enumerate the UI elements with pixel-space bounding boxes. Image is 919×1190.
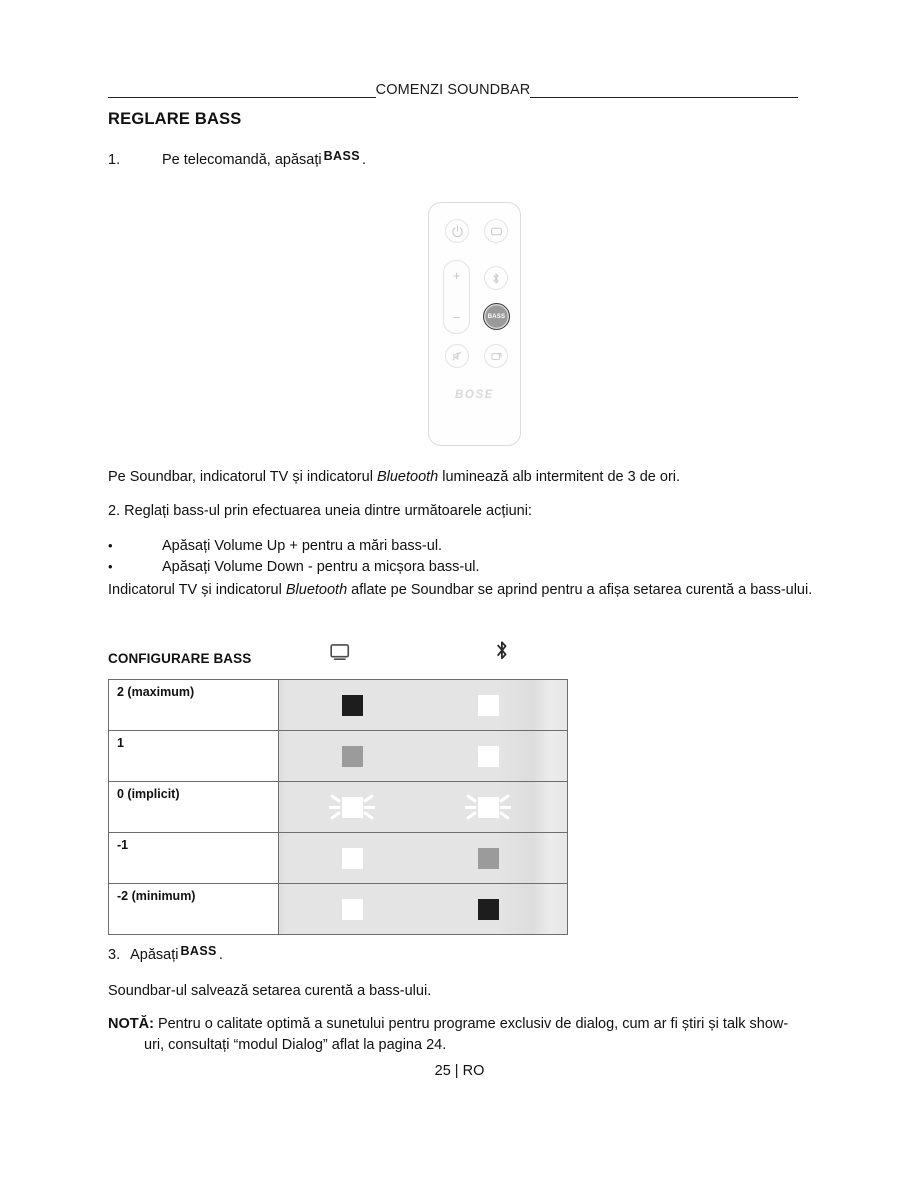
flash-text-b: luminează alb intermitent de 3 de ori. bbox=[438, 469, 681, 485]
flash-text-bluetooth: Bluetooth bbox=[376, 469, 439, 485]
list-item bbox=[108, 557, 848, 578]
bullet-text: Apăsați Volume Up + pentru a mări bass-ul. bbox=[162, 538, 443, 554]
row-label: 2 (maximum) bbox=[109, 680, 279, 731]
volume-rocker bbox=[443, 260, 470, 334]
note-text-line2: uri, consultați “modul Dialog” aflat la pagina 24. bbox=[144, 1036, 447, 1053]
bluetooth-indicator bbox=[463, 843, 513, 873]
bluetooth-indicator bbox=[463, 741, 513, 771]
table-row bbox=[109, 884, 568, 935]
indicator-square-white bbox=[342, 848, 363, 869]
row-label: 1 bbox=[109, 731, 279, 782]
tv-indicator bbox=[327, 690, 377, 720]
mute-icon bbox=[445, 344, 469, 368]
indicator-square-flashing bbox=[463, 792, 513, 822]
tv-indicator bbox=[327, 792, 377, 822]
note-text-line1: Pentru o calitate optimă a sunetului pentru programe exclusiv de dialog, cum ar fi știri și talk show- bbox=[153, 1016, 789, 1032]
page-title: REGLARE BASS bbox=[108, 110, 242, 128]
remote-control-illustration bbox=[428, 202, 521, 446]
step-2: 2. Reglați bass-ul prin efectuarea uneia dintre următoarele acțiuni: bbox=[108, 503, 532, 519]
indicator-square-flashing bbox=[327, 792, 377, 822]
volume-down-label: − bbox=[452, 310, 461, 325]
tv-icon bbox=[330, 643, 350, 666]
tv-indicator bbox=[327, 843, 377, 873]
step-3-number: 3. bbox=[108, 947, 121, 963]
step-1 bbox=[108, 149, 366, 168]
step-3 bbox=[108, 944, 223, 963]
indicator-square-gray bbox=[342, 746, 363, 767]
bullet-text: Apăsați Volume Down - pentru a micșora bass-ul. bbox=[162, 559, 480, 576]
table-row bbox=[109, 782, 568, 833]
table-caption: CONFIGURARE BASS bbox=[108, 651, 252, 666]
step-3-period: . bbox=[218, 947, 223, 963]
bluetooth-indicator bbox=[463, 792, 513, 822]
table-row bbox=[109, 833, 568, 884]
indicator-square-black bbox=[478, 899, 499, 920]
row-indicators bbox=[279, 731, 568, 782]
tv-indicator bbox=[327, 741, 377, 771]
remote-body bbox=[428, 202, 521, 446]
indicator-text-a: Indicatorul TV și indicatorul bbox=[108, 582, 286, 598]
step-1-number: 1. bbox=[108, 152, 121, 168]
paragraph-indicator bbox=[108, 580, 824, 601]
indicator-square-gray bbox=[478, 848, 499, 869]
bose-logo: BOSE bbox=[455, 389, 494, 401]
indicator-square-white bbox=[478, 746, 499, 767]
note-label: NOTĂ: bbox=[108, 1016, 154, 1032]
header-rule-right bbox=[530, 83, 798, 98]
indicator-square-white bbox=[478, 695, 499, 716]
bullet-list bbox=[108, 536, 848, 578]
bass-button-highlighted: BASS bbox=[483, 303, 510, 330]
indicator-square-white bbox=[342, 899, 363, 920]
bullet-dot-icon bbox=[108, 557, 162, 578]
step-1-text: Pe telecomandă, apăsați bbox=[162, 152, 322, 168]
bluetooth-icon bbox=[484, 266, 508, 290]
indicator-square-black bbox=[342, 695, 363, 716]
row-indicators bbox=[279, 782, 568, 833]
row-indicators bbox=[279, 884, 568, 935]
paragraph-flash bbox=[108, 467, 848, 488]
row-indicators bbox=[279, 833, 568, 884]
bass-configuration-table bbox=[108, 679, 568, 935]
indicator-text-bluetooth: Bluetooth bbox=[285, 582, 348, 598]
bluetooth-indicator bbox=[463, 894, 513, 924]
bluetooth-indicator bbox=[463, 690, 513, 720]
table-row bbox=[109, 731, 568, 782]
row-indicators bbox=[279, 680, 568, 731]
list-item bbox=[108, 536, 848, 557]
bullet-dot-icon bbox=[108, 536, 162, 557]
bass-button-token: BASS bbox=[180, 944, 217, 958]
row-label: -2 (minimum) bbox=[109, 884, 279, 935]
row-label: -1 bbox=[109, 833, 279, 884]
step-1-period: . bbox=[361, 152, 366, 168]
step-3-text: Apăsați bbox=[130, 947, 179, 963]
header-rule-left bbox=[108, 83, 376, 98]
note-block bbox=[108, 1014, 824, 1055]
source-icon bbox=[484, 344, 508, 368]
row-label: 0 (implicit) bbox=[109, 782, 279, 833]
power-icon bbox=[445, 219, 469, 243]
tv-icon bbox=[484, 219, 508, 243]
paragraph-save: Soundbar-ul salvează setarea curentă a bass-ului. bbox=[108, 983, 432, 999]
header-title: COMENZI SOUNDBAR bbox=[375, 81, 531, 98]
page-number: 25 | RO bbox=[434, 1063, 485, 1079]
tv-indicator bbox=[327, 894, 377, 924]
table-row bbox=[109, 680, 568, 731]
running-header bbox=[108, 76, 798, 98]
indicator-text-b: aflate pe Soundbar se aprind pentru a afișa setarea curentă a bass-ului. bbox=[347, 582, 813, 598]
bluetooth-icon bbox=[495, 640, 509, 666]
bass-button-token: BASS bbox=[323, 149, 360, 163]
flash-text-a: Pe Soundbar, indicatorul TV și indicatorul bbox=[108, 469, 377, 485]
volume-up-label: + bbox=[452, 268, 461, 283]
